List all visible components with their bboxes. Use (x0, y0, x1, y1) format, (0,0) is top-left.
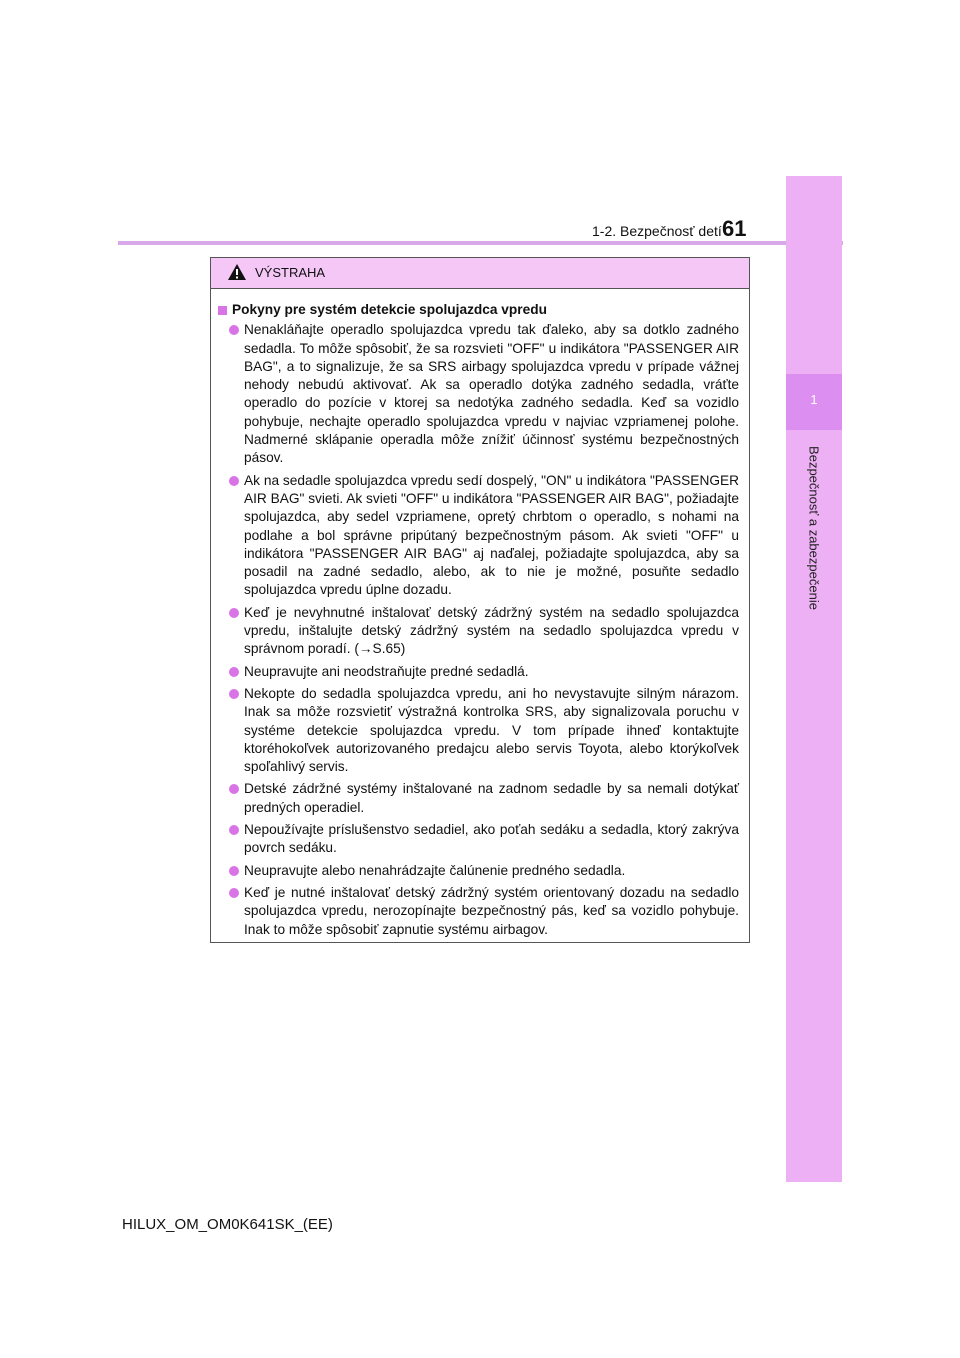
warning-title: VÝSTRAHA (255, 265, 326, 280)
list-item-text: Nekopte do sedadla spolujazdca vpredu, ani ho nevystavujte silným nárazom. Inak sa môže rozsvietiť výstražná kontrolka SRS, aby signalizovala poruchu v systéme detekcie spolujazdca vpredu. V tom prípade ihneď kontaktujte ktoréhokoľvek autorizovaného predajcu alebo servis Toyota, alebo ktorýkoľvek spoľahlivý servis. (244, 685, 739, 775)
warning-box (210, 257, 750, 943)
bullet-icon (229, 325, 239, 335)
warning-triangle-icon (227, 263, 247, 286)
side-tab (786, 176, 842, 1182)
side-tab-number: 1 (810, 392, 818, 407)
list-item-text: Keď je nevyhnutné inštalovať detský zádržný systém na sedadlo spolujazdca vpredu, inštalujte detský zádržný systém na sedadlo spolujazdca vpredu v správnom poradí. (→S.65) (244, 604, 739, 657)
list-item (217, 663, 739, 681)
list-item-text: Keď je nutné inštalovať detský zádržný systém orientovaný dozadu na sedadlo spolujazdca vpredu, nerozopínajte bezpečnostný pás, keď sa vozidlo pohybuje. Inak to môže spôsobiť zapnutie systému airbagov. (244, 884, 739, 937)
section-title: 1-2. Bezpečnosť detí (592, 223, 722, 239)
list-item (217, 780, 739, 817)
side-tab-label: Bezpečnosť a zabezpečenie (806, 446, 822, 610)
bullet-icon (229, 476, 239, 486)
list-item-text: Neupravujte alebo nenahrádzajte čalúnenie predného sedadla. (244, 862, 626, 878)
warning-header (211, 258, 749, 289)
warning-subheading-text: Pokyny pre systém detekcie spolujazdca vpredu (232, 302, 547, 317)
list-item (217, 884, 739, 939)
bullet-icon (229, 784, 239, 794)
list-item (217, 685, 739, 776)
page-number: 61 (722, 216, 747, 241)
warning-body (211, 289, 749, 939)
list-item (217, 604, 739, 659)
list-item-text: Nenakláňajte operadlo spolujazdca vpredu tak ďaleko, aby sa dotklo zadného sedadla. To môže spôsobiť, že sa rozsvieti "OFF" u indikátora "PASSENGER AIR BAG", a to signalizuje, že sa SRS airbagy spolujazdca vpredu v prípade vážnej nehody nebudú aktivovať. Ak sa operadlo dotýka zadného sedadla, vráťte operadlo do pozície v ktorej sa nedotýka zadného sedadla. Keď sa vozidlo pohybuje, nechajte operadlo spolujazdca vpredu v najviac vzpriamenej polohe. Nadmerné sklápanie operadla môže znížiť účinnosť systému bezpečnostných pásov. (244, 322, 739, 466)
list-item (217, 321, 739, 467)
list-item (217, 472, 739, 600)
list-item (217, 862, 739, 880)
square-bullet-icon (218, 306, 227, 315)
bullet-icon (229, 689, 239, 699)
bullet-icon (229, 608, 239, 618)
bullet-icon (229, 888, 239, 898)
list-item-text: Ak na sedadle spolujazdca vpredu sedí dospelý, "ON" u indikátora "PASSENGER AIR BAG" svieti. Ak svieti "OFF" u indikátora "PASSENGER AIR BAG", požiadajte spolujazdca, aby sedel vzpriamene, opretý chrbtom o operadlo, s nohami na podlahe a bol správne pripútaný bezpečnostným pásom. Ak svieti "OFF" u indikátora "PASSENGER AIR BAG" aj naďalej, požiadajte spolujazdca, aby sa posadil na zadné sedadlo, alebo, ak to nie je možné, posuňte sedadlo spolujazdca vpredu úplne dozadu. (244, 472, 739, 598)
list-item (217, 821, 739, 858)
bullet-icon (229, 667, 239, 677)
list-item-text: Detské zádržné systémy inštalované na zadnom sedadle by sa nemali dotýkať predných operadiel. (244, 781, 739, 815)
bullet-icon (229, 866, 239, 876)
list-item-text: Neupravujte ani neodstraňujte predné sedadlá. (244, 663, 529, 679)
document-code: HILUX_OM_OM0K641SK_(EE) (122, 1216, 333, 1233)
bullet-icon (229, 825, 239, 835)
warning-subheading (217, 301, 739, 319)
list-item-text: Nepoužívajte príslušenstvo sedadiel, ako poťah sedáku a sedadla, ktorý zakrýva povrch sedáku. (244, 822, 739, 856)
